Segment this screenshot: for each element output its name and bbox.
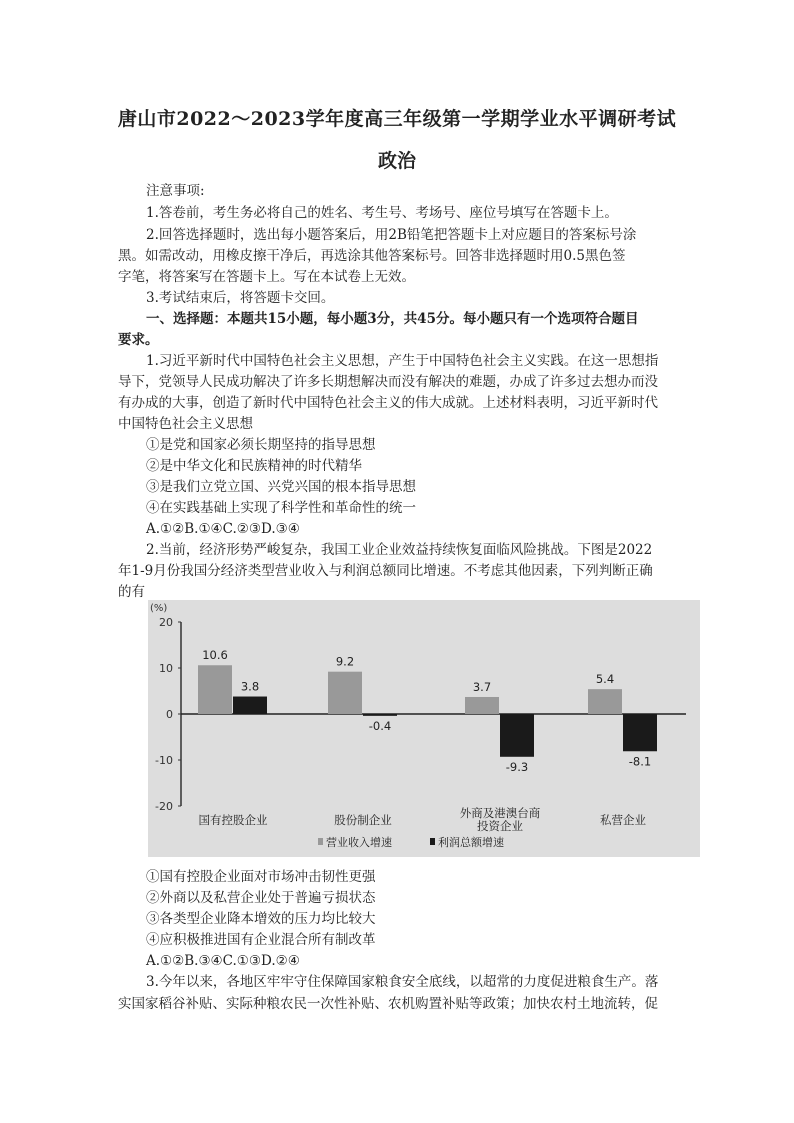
- q1-stem: 有办成的大事，创造了新时代中国特色社会主义的伟大成就。上述材料表明，习近平新时代: [118, 395, 658, 411]
- q2-option: ④应积极推进国有企业混合所有制改革: [146, 932, 376, 948]
- q2-stem: 年1-9月份我国分经济类型营业收入与利润总额同比增速。不考虑其他因素，下列判断正确: [118, 563, 653, 579]
- exam-title: 唐山市2022～2023学年度高三年级第一学期学业水平调研考试: [117, 108, 677, 130]
- data-label: 9.2: [335, 654, 355, 669]
- notice-line: 字笔，将答案写在答题卡上。写在本试卷上无效。: [118, 269, 415, 285]
- q3-stem: 3.今年以来，各地区牢牢守住保障国家粮食安全底线，以超常的力度促进粮食生产。落: [146, 974, 659, 990]
- q2-option: ③各类型企业降本增效的压力均比较大: [146, 911, 376, 927]
- data-label: -0.4: [368, 718, 392, 733]
- category-label: 投资企业: [477, 819, 523, 833]
- y-tick-label: -10: [155, 754, 173, 767]
- q1-answers: A.①②B.①④C.②③D.③④: [146, 521, 300, 537]
- section-heading-cont: 要求。: [118, 332, 159, 348]
- q1-stem: 导下，党领导人民成功解决了许多长期想解决而没有解决的难题，办成了许多过去想办而没: [118, 374, 658, 390]
- q2-stem: 的有: [118, 584, 145, 600]
- y-tick-label: 10: [159, 662, 173, 675]
- bar: [233, 697, 267, 714]
- notice-line: 1.答卷前，考生务必将自己的姓名、考生号、考场号、座位号填写在答题卡上。: [146, 205, 618, 221]
- y-tick-label: 0: [166, 708, 173, 721]
- bar: [500, 714, 534, 757]
- q1-option: ③是我们立党立国、兴党兴国的根本指导思想: [146, 479, 416, 495]
- data-label: 5.4: [595, 672, 615, 687]
- data-label: -9.3: [505, 759, 529, 774]
- bar: [328, 672, 362, 714]
- bar: [198, 665, 232, 714]
- category-label: 外商及港澳台商: [459, 806, 541, 820]
- subject-title: 政治: [377, 150, 416, 172]
- legend-swatch: [430, 838, 435, 845]
- bar: [465, 697, 499, 714]
- q2-answers: A.①②B.③④C.①③D.②④: [146, 953, 300, 969]
- notice-heading: 注意事项:: [146, 183, 205, 199]
- section-heading: 一、选择题：本题共15小题，每小题3分，共45分。每小题只有一个选项符合题目: [146, 311, 639, 327]
- q1-option: ②是中华文化和民族精神的时代精华: [146, 458, 362, 474]
- chart-svg: [148, 600, 700, 857]
- unit-label: (%): [150, 603, 168, 614]
- q1-stem: 中国特色社会主义思想: [118, 416, 253, 432]
- q2-option: ②外商以及私营企业处于普遍亏损状态: [146, 890, 376, 906]
- bar: [623, 714, 657, 751]
- data-label: 3.8: [240, 679, 260, 694]
- data-label: 3.7: [472, 679, 492, 694]
- q2-stem: 2.当前，经济形势严峻复杂，我国工业企业效益持续恢复面临风险挑战。下图是2022: [146, 542, 653, 558]
- q1-stem: 1.习近平新时代中国特色社会主义思想，产生于中国特色社会主义实践。在这一思想指: [146, 353, 659, 369]
- legend-swatch: [318, 838, 323, 845]
- q1-option: ①是党和国家必须长期坚持的指导思想: [146, 437, 376, 453]
- data-label: 10.6: [202, 648, 228, 663]
- category-label: 国有控股企业: [198, 813, 268, 827]
- profit-growth-chart: [148, 600, 700, 857]
- notice-line: 黑。如需改动，用橡皮擦干净后，再选涂其他答案标号。回答非选择题时用0.5黑色签: [118, 248, 626, 264]
- category-label: 私营企业: [600, 813, 646, 827]
- y-tick-label: 20: [159, 616, 173, 629]
- q1-option: ④在实践基础上实现了科学性和革命性的统一: [146, 500, 416, 516]
- y-tick-label: -20: [155, 800, 173, 813]
- legend-label: 利润总额增速: [438, 836, 504, 849]
- bar: [363, 714, 397, 716]
- notice-line: 2.回答选择题时，选出每小题答案后，用2B铅笔把答题卡上对应题目的答案标号涂: [146, 227, 637, 243]
- q3-stem: 实国家稻谷补贴、实际种粮农民一次性补贴、农机购置补贴等政策；加快农村土地流转，促: [118, 996, 658, 1012]
- q2-option: ①国有控股企业面对市场冲击韧性更强: [146, 869, 376, 885]
- legend-label: 营业收入增速: [326, 836, 392, 849]
- category-label: 股份制企业: [334, 813, 392, 827]
- data-label: -8.1: [628, 754, 652, 769]
- bar: [588, 689, 622, 714]
- notice-line: 3.考试结束后，将答题卡交回。: [146, 290, 335, 306]
